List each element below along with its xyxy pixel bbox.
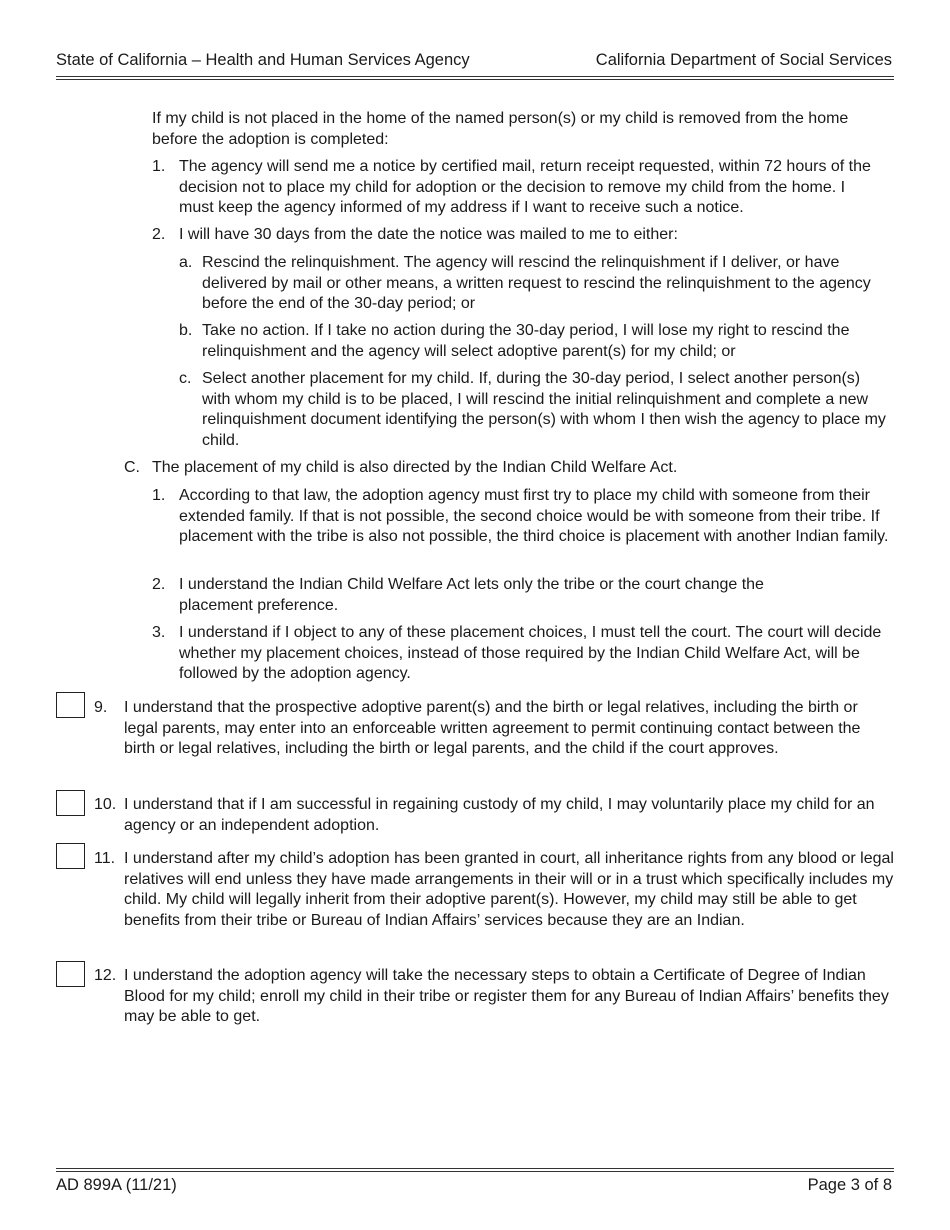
intro-paragraph: If my child is not placed in the home of the named person(s) or my child is removed from the home before the adoption is completed: (152, 110, 849, 148)
header-agency: State of California – Health and Human Services Agency (56, 51, 470, 69)
item-number: 1. (152, 487, 166, 504)
sub-item-letter: b. (179, 322, 193, 339)
item-number: 12. (94, 967, 117, 984)
sub-item-letter: c. (179, 370, 192, 387)
form-id: AD 899A (11/21) (56, 1176, 177, 1194)
list-item: According to that law, the adoption agency must first try to place my child with someone from their extended family. If that is not possible, the second choice would be with someone from their tribe. If placement with the tribe is also not possible, the third choice is placement with another Indian family. (179, 487, 889, 545)
item-9-checkbox[interactable] (56, 692, 85, 718)
item-number: 9. (94, 699, 108, 716)
list-item: I understand after my child’s adoption has been granted in court, all inheritance rights from any blood or legal relatives will end unless they have made arrangements in their will or in a trust which specifically includes my child. My child will legally inherit from their adoptive parent(s). However, my child may still be able to get benefits from their tribe or Bureau of Indian Affairs’ services because they are an Indian. (124, 850, 894, 929)
header-department: California Department of Social Services (595, 51, 892, 69)
item-number: 3. (152, 624, 166, 641)
list-item: I will have 30 days from the date the notice was mailed to me to either: (179, 226, 678, 243)
section-letter: C. (124, 459, 140, 476)
item-12-checkbox[interactable] (56, 961, 85, 987)
item-number: 11. (94, 850, 116, 867)
item-number: 2. (152, 226, 166, 243)
item-number: 2. (152, 576, 166, 593)
page-footer (56, 1175, 892, 1196)
list-item: The agency will send me a notice by certified mail, return receipt requested, within 72 hours of the decision not to place my child for adoption or the decision to remove my child from the home. I must keep the agency informed of my address if I want to receive such a notice. (179, 158, 871, 216)
page-header (56, 50, 892, 71)
list-item: I understand if I object to any of these placement choices, I must tell the court. The court will decide whether my placement choices, instead of those required by the Indian Child Welfare Act, will be followed by the adoption agency. (179, 624, 882, 682)
list-item: I understand that if I am successful in regaining custody of my child, I may voluntarily place my child for an agency or an independent adoption. (124, 796, 875, 834)
sub-item-letter: a. (179, 254, 193, 271)
sub-item: Rescind the relinquishment. The agency will rescind the relinquishment if I deliver, or have delivered by mail or other means, a written request to rescind the relinquishment to the agency before the end of the 30-day period; or (202, 254, 871, 312)
section-c-heading: The placement of my child is also directed by the Indian Child Welfare Act. (152, 459, 678, 476)
item-number: 1. (152, 158, 166, 175)
sub-item: Select another placement for my child. If, during the 30-day period, I select another person(s) with whom my child is to be placed, I will rescind the initial relinquishment and complete a new relinquishment document identifying the person(s) with whom I then wish the agency to place my child. (202, 370, 886, 449)
item-10-checkbox[interactable] (56, 790, 85, 816)
page-number: Page 3 of 8 (807, 1176, 892, 1194)
item-11-checkbox[interactable] (56, 843, 85, 869)
list-item: I understand that the prospective adoptive parent(s) and the birth or legal relatives, including the birth or legal parents, may enter into an enforceable written agreement to permit continuing contact between the birth or legal relatives, including the birth or legal parents, and the child if the court approves. (124, 699, 861, 757)
sub-item: Take no action. If I take no action during the 30-day period, I will lose my right to rescind the relinquishment and the agency will select adoptive parent(s) for my child; or (202, 322, 850, 360)
list-item: I understand the Indian Child Welfare Act lets only the tribe or the court change the placement preference. (179, 576, 764, 614)
list-item: I understand the adoption agency will take the necessary steps to obtain a Certificate of Degree of Indian Blood for my child; enroll my child in their tribe or register them for any Bureau of Indian Affairs’ benefits they may be able to get. (124, 967, 889, 1025)
header-divider (56, 76, 894, 80)
item-number: 10. (94, 796, 117, 813)
footer-divider (56, 1168, 894, 1172)
